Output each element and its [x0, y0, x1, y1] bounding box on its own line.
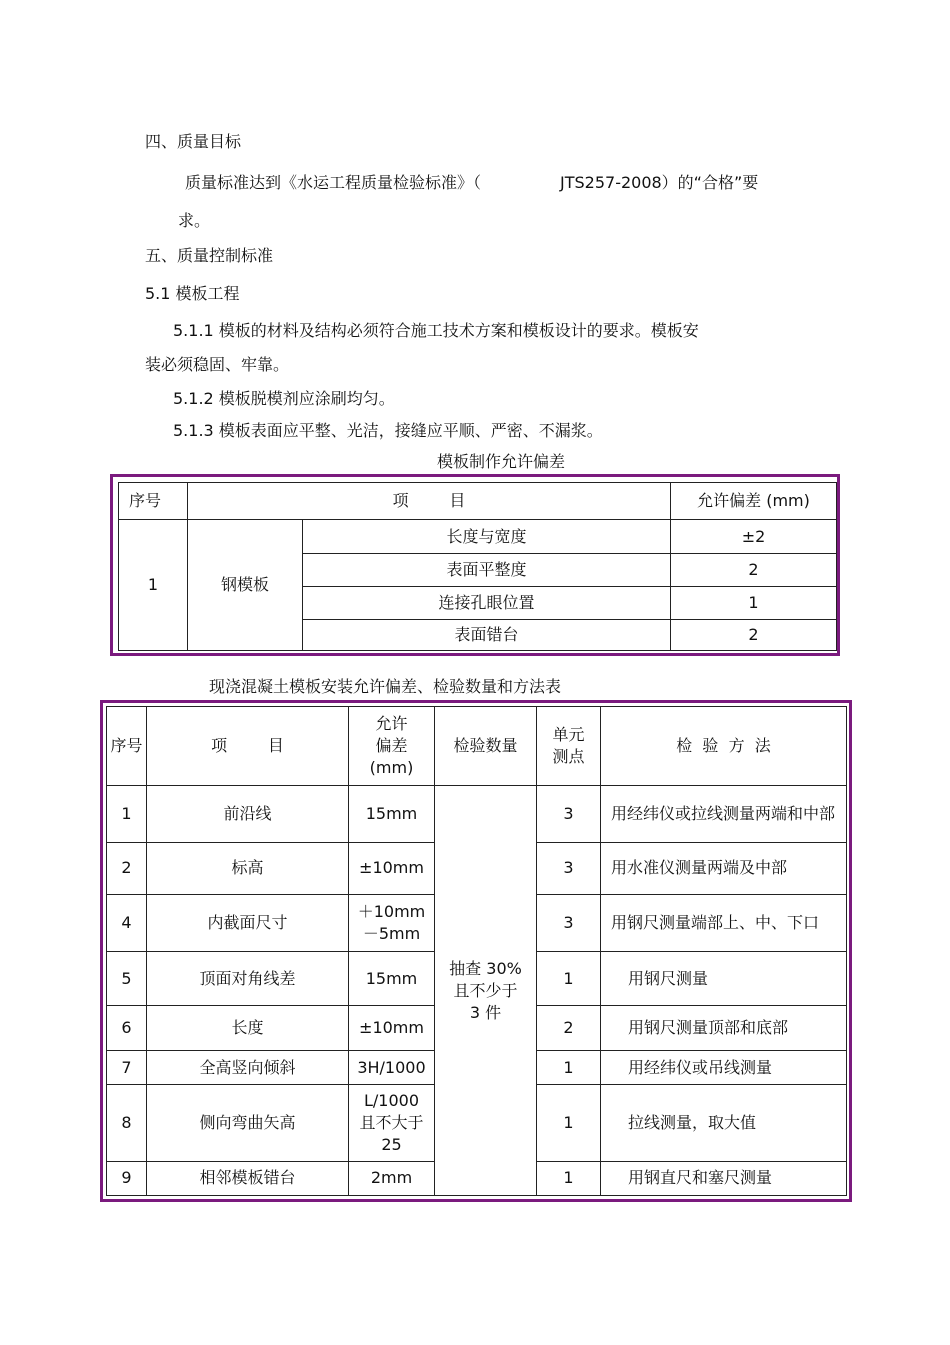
table1-caption: 模板制作允许偏差	[437, 452, 566, 471]
section4-heading: 四、质量目标	[145, 132, 242, 151]
table1-header-row	[119, 483, 837, 520]
table2-row-pts: 3	[537, 842, 601, 894]
item-513: 5.1.3 模板表面应平整、光洁，接缝应平顺、严密、不漏浆。	[173, 421, 603, 440]
table2-qty-l1: 抽查 30%	[449, 958, 522, 978]
table1-row-tol: ±2	[671, 520, 837, 554]
table2-header-pts	[537, 707, 601, 786]
table2-row-pts: 3	[537, 786, 601, 842]
table2-row-tol: 2mm	[349, 1161, 435, 1195]
table2-row-item: 顶面对角线差	[147, 951, 349, 1005]
table2-row-pts: 1	[537, 1051, 601, 1085]
table1-row-item: 表面平整度	[303, 554, 671, 587]
item-511-line2: 装必须稳固、牢靠。	[145, 355, 290, 374]
table2-row-no: 9	[107, 1161, 147, 1195]
table2-header-tol-l1: 允许	[375, 714, 408, 734]
table2-qty-l3: 3 件	[469, 1002, 502, 1022]
table2-row-no: 6	[107, 1006, 147, 1051]
table2-row-tol-l1: ＋10mm	[357, 901, 426, 921]
table2-header-tol-l2: 偏差	[375, 736, 408, 756]
table2-row-tol: 3H/1000	[349, 1051, 435, 1085]
section4-para-line1a: 质量标准达到《水运工程质量检验标准》（	[185, 173, 482, 192]
table1-group-type: 钢模板	[188, 520, 303, 651]
table1-row-item: 长度与宽度	[303, 520, 671, 554]
table2-header-tol-l3: (mm)	[369, 758, 414, 778]
table2-header-row	[107, 707, 847, 786]
section4-para-line1b: JTS257-2008）的“合格”要	[560, 173, 759, 192]
table2-qty-l2: 且不少于	[453, 980, 518, 1000]
table2-header-qty: 检验数量	[435, 707, 537, 786]
table2-row-no: 1	[107, 786, 147, 842]
table2-row-pts: 2	[537, 1006, 601, 1051]
table2-row-method: 拉线测量，取大值	[601, 1085, 847, 1161]
table1-frame	[110, 474, 840, 656]
table2-row-tol-l2: －5mm	[362, 923, 421, 943]
table2-row-tol	[349, 1085, 435, 1161]
table2-row-item: 全高竖向倾斜	[147, 1051, 349, 1085]
table2-row-pts: 1	[537, 1161, 601, 1195]
table2-row-no: 4	[107, 894, 147, 951]
table2-row-tol	[349, 894, 435, 951]
table2-qty-cell	[435, 786, 537, 1196]
table2-row-no: 8	[107, 1085, 147, 1161]
table2-row-item: 相邻模板错台	[147, 1161, 349, 1195]
table1	[118, 482, 837, 651]
table2-row-tol-l1: L/1000	[363, 1091, 420, 1111]
table2-header-pts-l2: 测点	[552, 747, 585, 767]
table2-caption: 现浇混凝土模板安装允许偏差、检验数量和方法表	[209, 677, 562, 696]
item-512: 5.1.2 模板脱模剂应涂刷均匀。	[173, 389, 395, 408]
table2-header-item: 项 目	[147, 707, 349, 786]
table1-row-tol: 2	[671, 554, 837, 587]
item-511-line1: 5.1.1 模板的材料及结构必须符合施工技术方案和模板设计的要求。模板安	[173, 321, 699, 340]
table1-row-item: 表面错台	[303, 620, 671, 651]
table2-header-pts-l1: 单元	[552, 725, 585, 745]
table2-row-item: 标高	[147, 842, 349, 894]
table2-row-pts: 1	[537, 1085, 601, 1161]
table2-row-method: 用经纬仪或拉线测量两端和中部	[601, 786, 847, 842]
table2-row-method: 用钢尺测量	[601, 951, 847, 1005]
table2-row-method: 用经纬仪或吊线测量	[601, 1051, 847, 1085]
table2-row-tol: ±10mm	[349, 1006, 435, 1051]
table2-header-tol	[349, 707, 435, 786]
table2-row-tol-l2: 且不大于	[359, 1113, 424, 1133]
table2-row-no: 5	[107, 951, 147, 1005]
table2-row-item: 前沿线	[147, 786, 349, 842]
table1-header-tol: 允许偏差 (mm)	[671, 483, 837, 520]
section5-heading: 五、质量控制标准	[145, 246, 274, 265]
table1-row-tol: 1	[671, 587, 837, 620]
table2-header-no: 序号	[107, 707, 147, 786]
table2-row-item: 内截面尺寸	[147, 894, 349, 951]
table2-row-method: 用水准仪测量两端及中部	[601, 842, 847, 894]
table2-row-item: 长度	[147, 1006, 349, 1051]
table2-row-method: 用钢尺测量顶部和底部	[601, 1006, 847, 1051]
table2-row-tol: 15mm	[349, 951, 435, 1005]
table2-row-pts: 3	[537, 894, 601, 951]
table2-row-tol-l3: 25	[381, 1135, 402, 1155]
table2-row-method: 用钢尺测量端部上、中、下口	[601, 894, 847, 951]
table2-row-no: 2	[107, 842, 147, 894]
table1-header-item: 项 目	[188, 483, 671, 520]
table1-header-no: 序号	[119, 483, 188, 520]
table2-row-method: 用钢直尺和塞尺测量	[601, 1161, 847, 1195]
table2-frame	[100, 700, 852, 1202]
table-row	[119, 520, 837, 554]
table1-group-no: 1	[119, 520, 188, 651]
section5-subheading: 5.1 模板工程	[145, 284, 240, 303]
table2-row-no: 7	[107, 1051, 147, 1085]
table-row	[107, 786, 847, 842]
section4-para-line2: 求。	[178, 211, 211, 230]
table1-row-tol: 2	[671, 620, 837, 651]
table2-row-tol: 15mm	[349, 786, 435, 842]
table1-row-item: 连接孔眼位置	[303, 587, 671, 620]
table2-row-tol: ±10mm	[349, 842, 435, 894]
table2-row-item: 侧向弯曲矢高	[147, 1085, 349, 1161]
table2-header-method: 检 验 方 法	[601, 707, 847, 786]
table2	[106, 706, 847, 1196]
table2-row-pts: 1	[537, 951, 601, 1005]
